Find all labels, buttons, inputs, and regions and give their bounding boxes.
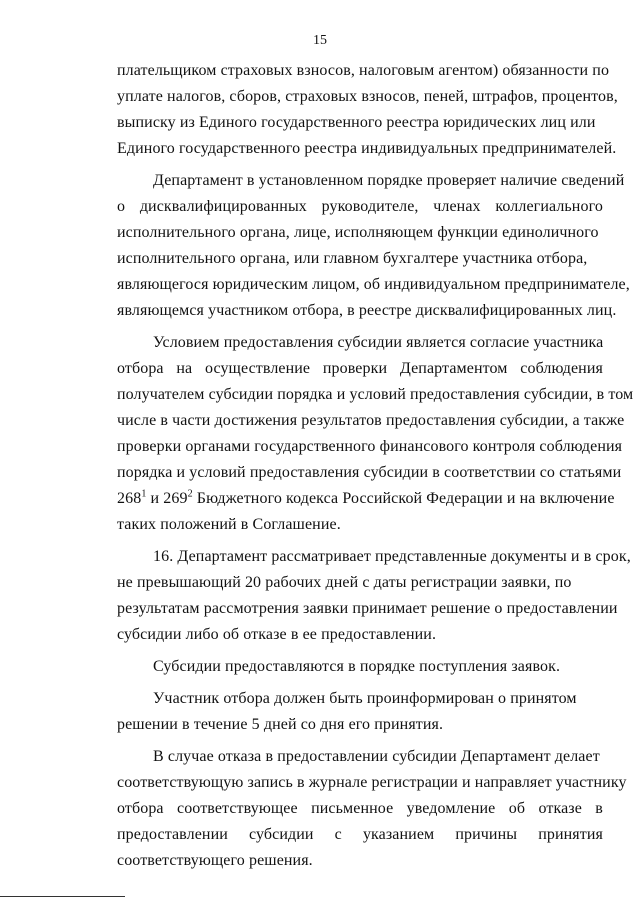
word: соблюдения [520, 360, 603, 377]
text-line: решении в течение 5 дней со дня его принятия. [117, 716, 444, 733]
word: причины [455, 826, 518, 843]
text-line: субсидии либо об отказе в ее предоставлении. [117, 626, 437, 643]
word: уведомление [406, 800, 496, 817]
text-line: Департамент в установленном порядке проверяет наличие сведений [153, 172, 625, 189]
word: о [117, 198, 126, 215]
article-superscript: 2 [187, 488, 193, 500]
text-line: проверки органами государственного финансового контроля соблюдения [117, 438, 623, 455]
page-number: 15 [313, 33, 327, 48]
word: об [508, 800, 526, 817]
word: членах [433, 198, 481, 215]
word: отбора [117, 800, 164, 817]
word: письменное [311, 800, 394, 817]
text-line: В случае отказа в предоставлении субсидии Департамент делает [153, 748, 600, 765]
word: принятия [538, 826, 603, 843]
text-line: получателем субсидии порядка и условий предоставления субсидии, в том [117, 386, 634, 403]
text-line: соответствующего решения. [117, 852, 313, 869]
text-line: Участник отбора должен быть проинформирован о принятом [153, 690, 577, 707]
word: дисквалифицированных [139, 198, 307, 215]
text-line [117, 796, 603, 822]
word: с [334, 826, 342, 843]
paragraph-order-of-provision [117, 654, 603, 680]
text-line: исполнительного органа, или главном бухгалтере участника отбора, [117, 250, 588, 267]
word: осуществление [204, 360, 311, 377]
text-line: являющегося юридическим лицом, об индивидуальном предпринимателе, [117, 276, 630, 293]
text-line-article-references [117, 486, 615, 512]
word: руководителе, [321, 198, 419, 215]
text-line: исполнительного органа, лице, исполняющем функции единоличного [117, 224, 599, 241]
article-superscript: 1 [141, 488, 147, 500]
text-line: числе в части достижения результатов предоставления субсидии, а также [117, 412, 625, 429]
word: отбора [117, 360, 164, 377]
word: субсидии [249, 826, 314, 843]
word: Департаментом [399, 360, 508, 377]
paragraph-notification-term [117, 686, 603, 738]
text-line: таких положений в Соглашение. [117, 516, 341, 533]
paragraph-item-16 [117, 544, 631, 648]
text-line [117, 194, 603, 220]
text-line [117, 822, 603, 848]
word: отказе [538, 800, 582, 817]
text-line: уплате налогов, сборов, страховых взносов, пеней, штрафов, процентов, [117, 88, 618, 105]
paragraph-disqualification-check [117, 168, 630, 324]
word: предоставлении [117, 826, 228, 843]
article-number: 268 [117, 490, 142, 507]
paragraph-documents-list [117, 58, 618, 162]
paragraph-consent-condition [117, 330, 634, 538]
text-line: Субсидии предоставляются в порядке поступления заявок. [153, 658, 561, 675]
text-line: соответствующую запись в журнале регистрации и направляет участнику [117, 774, 627, 791]
text-line: Условием предоставления субсидии является согласие участника [153, 334, 604, 351]
word: проверки [322, 360, 388, 377]
word: в [595, 800, 603, 817]
paragraph-refusal-procedure [117, 744, 627, 874]
reference-text: Бюджетного кодекса Российской Федерации и на включение [192, 490, 615, 507]
text-line: плательщиком страховых взносов, налоговым агентом) обязанности по [117, 62, 610, 79]
word: соответствующее [177, 800, 298, 817]
text-line: 16. Департамент рассматривает представленные документы и в срок, [153, 548, 631, 565]
document-body [117, 58, 634, 874]
word: на [176, 360, 193, 377]
text-line [117, 356, 603, 382]
word: указанием [362, 826, 435, 843]
text-line: порядка и условий предоставления субсидии в соответствии со статьями [117, 464, 622, 481]
footnote-divider [0, 896, 125, 897]
text-line: выписку из Единого государственного реестра юридических лиц или [117, 114, 596, 131]
text-line: результатам рассмотрения заявки принимает решение о предоставлении [117, 600, 618, 617]
text-line: являющемся участником отбора, в реестре дисквалифицированных лиц. [117, 302, 617, 319]
conjunction: и 269 [146, 490, 188, 507]
word: коллегиального [495, 198, 603, 215]
text-line: Единого государственного реестра индивидуальных предпринимателей. [117, 140, 617, 157]
text-line: не превышающий 20 рабочих дней с даты регистрации заявки, по [117, 574, 572, 591]
